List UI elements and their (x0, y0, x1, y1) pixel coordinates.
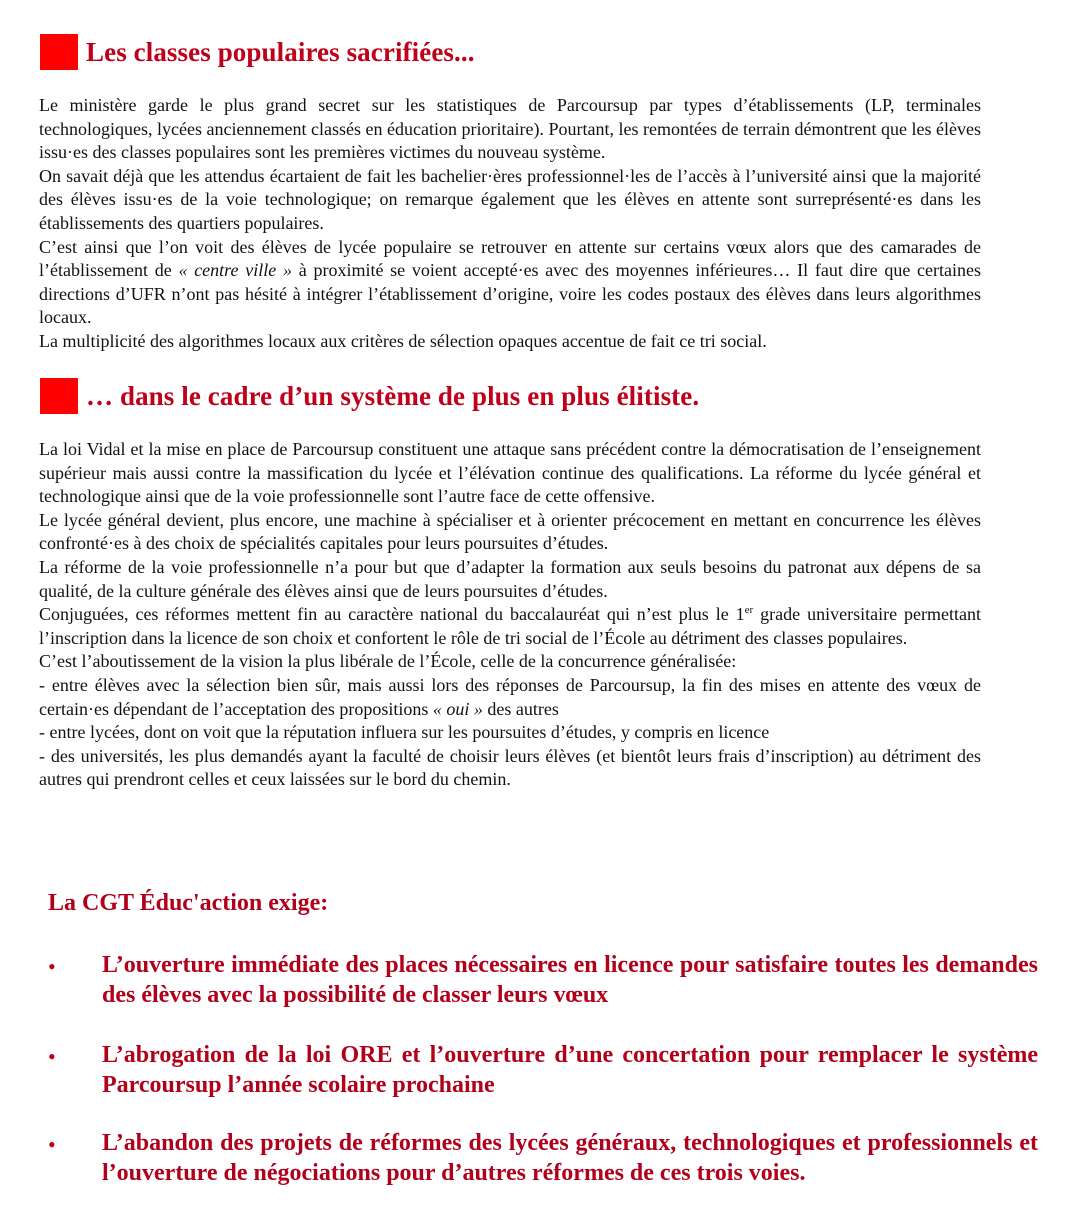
text-span: - entre élèves avec la sélection bien sûr, mais aussi lors des réponses de Parcoursup, la fin des mises en attente des vœux de certain·es dépendant de l’acceptation des propositions (39, 674, 981, 719)
demand-item (48, 950, 1038, 1010)
red-square-icon (40, 378, 78, 414)
demand-item (48, 1128, 1038, 1188)
italic-quote: « oui » (432, 698, 483, 719)
section1-paragraph-1: Le ministère garde le plus grand secret sur les statistiques de Parcoursup par types d’établissements (LP, terminales technologiques, lycées anciennement classés en éducation prioritaire). Pourtant, les remontées de terrain démontrent que les élèves issu·es des classes populaires sont les premières victimes du nouveau système. (39, 95, 981, 163)
red-square-icon (40, 34, 78, 70)
section2-paragraph-8: - des universités, les plus demandés ayant la faculté de choisir leurs élèves (et bientôt leurs frais d’inscription) au détriment des autres qui prendront celles et ceux laissées sur le bord du chemin. (39, 745, 981, 790)
section1-paragraph-2: On savait déjà que les attendus écartaient de fait les bachelier·ères professionnel·les de l’accès à l’université ainsi que la majorité des élèves issu·es de la voie technologique; on remarque également que les élèves en attente sont surreprésenté·es dans les établissements des quartiers populaires. (39, 165, 981, 233)
section1-title: Les classes populaires sacrifiées... (86, 36, 475, 67)
section2-title: … dans le cadre d’un système de plus en plus élitiste. (86, 380, 700, 411)
section2-paragraph-6 (39, 674, 981, 721)
text-span: grade universitaire permettant l’inscription dans la licence de son choix et confortent le rôle de tri social de l’École au détriment des classes populaires. (39, 604, 981, 648)
section1-body (39, 94, 981, 354)
text-span: à proximité se voient accepté·es avec des moyennes inférieures… Il faut dire que certaines directions d’UFR n’ont pas hésité à intégrer l’établissement d’origine, voire les codes postaux des élèves dans leurs algorithmes locaux. (39, 260, 982, 328)
italic-quote: « centre ville » (178, 260, 292, 281)
demand-text: L’ouverture immédiate des places nécessaires en licence pour satisfaire toutes les demandes des élèves avec la possibilité de classer leurs vœux (102, 952, 1038, 1008)
demands-title: La CGT Éduc'action exige: (48, 890, 329, 916)
bullet-icon: • (48, 1132, 56, 1157)
section2-paragraph-1: La loi Vidal et la mise en place de Parcoursup constituent une attaque sans précédent contre la démocratisation de l’enseignement supérieur mais aussi contre la massification du lycée et l’élévation continue des qualifications. La réforme du lycée général et technologique ainsi que de la voie professionnelle sont l’autre face de cette offensive. (39, 439, 981, 507)
bullet-icon: • (48, 954, 56, 979)
bullet-icon: • (48, 1044, 56, 1069)
section2-paragraph-3: La réforme de la voie professionnelle n’a pour but que d’adapter la formation aux seuls besoins du patronat aux dépens de sa qualité, de la culture générale des élèves ainsi que de leurs poursuites d’études. (39, 556, 981, 601)
demand-text: L’abrogation de la loi ORE et l’ouverture d’une concertation pour remplacer le système Parcoursup l’année scolaire prochaine (102, 1042, 1038, 1098)
section1-paragraph-4: La multiplicité des algorithmes locaux aux critères de sélection opaques accentue de fait ce tri social. (39, 330, 767, 351)
text-span: Conjuguées, ces réformes mettent fin au caractère national du baccalauréat qui n’est plus le 1 (39, 604, 745, 625)
section2-paragraph-2: Le lycée général devient, plus encore, une machine à spécialiser et à orienter précocement en mettant en concurrence les élèves confronté·es à des choix de spécialités capitales pour leurs poursuites d’études. (39, 509, 981, 554)
section2-body (39, 438, 981, 792)
text-span: C’est ainsi que l’on voit des élèves de lycée populaire se retrouver en attente sur certains vœux alors que des camarades de l’établissement de (39, 236, 981, 281)
section2-heading (40, 378, 699, 414)
demand-text: L’abandon des projets de réformes des lycées généraux, technologiques et professionnels et l’ouverture de négociations pour d’autres réformes de ces trois voies. (102, 1130, 1038, 1186)
demand-item (48, 1040, 1038, 1100)
section2-paragraph-5: C’est l’aboutissement de la vision la plus libérale de l’École, celle de la concurrence généralisée: (39, 651, 737, 672)
section1-heading (40, 34, 475, 70)
text-span: des autres (487, 698, 559, 719)
section2-paragraph-4 (39, 603, 981, 650)
superscript: er (744, 604, 754, 617)
section2-paragraph-7: - entre lycées, dont on voit que la réputation influera sur les poursuites d’études, y compris en licence (39, 722, 770, 743)
section1-paragraph-3 (39, 236, 981, 330)
